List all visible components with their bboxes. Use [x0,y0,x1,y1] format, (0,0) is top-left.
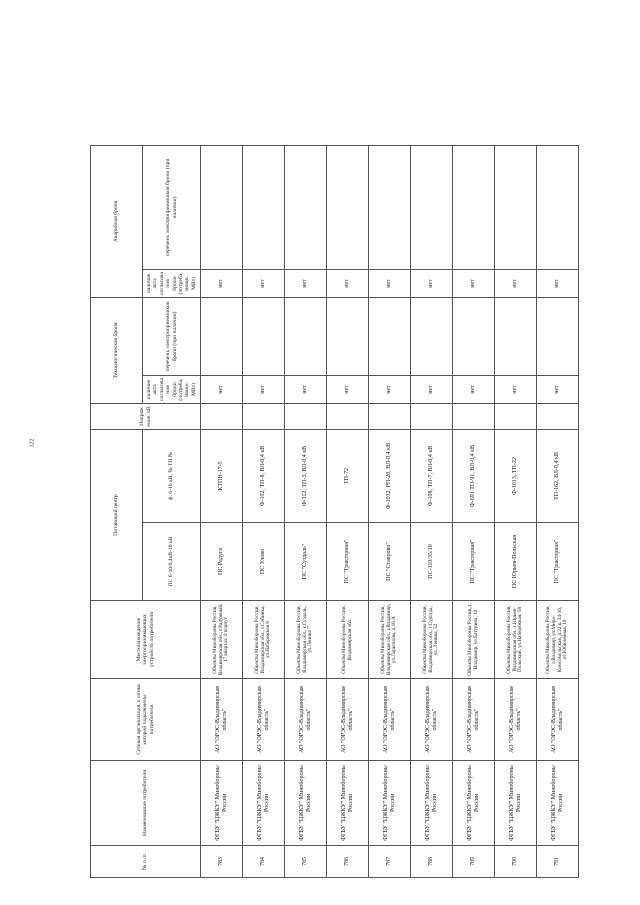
cell-num: 789 [453,846,495,878]
header-feed-line: ф. 6-10 кВ, № ТП № [143,430,201,523]
cell-num: 788 [411,846,453,878]
cell-ps: ПС Улово [243,523,285,601]
cell-tech-act: нет [537,376,579,404]
cell-voltage [411,404,453,430]
cell-tech-act: нет [243,376,285,404]
header-feed-center: Питающий центр [91,430,143,601]
cell-emerg-act: нет [201,269,243,297]
cell-tech-list [453,297,495,375]
cell-location: Объекты Минобороны России, Владимирская обл., г.Собинка, ул.Набережная 8 [243,601,285,679]
cell-consumer: ФГБУ "ЦЖКУ" Минобороны России [201,761,243,846]
header-tech-list: перечень электроприемников брони (при наличии) [143,297,201,375]
cell-consumer: ФГБУ "ЦЖКУ" Минобороны России [453,761,495,846]
cell-org: АО "ОРЭС-Владимирская область" [411,679,453,761]
cell-voltage [243,404,285,430]
cell-tech-list [495,297,537,375]
cell-emerg-list [201,145,243,269]
cell-num: 784 [243,846,285,878]
cell-tech-list [243,297,285,375]
header-tech-act: наличие акта согласования брони (потреба, мощн. МВт) [143,376,201,404]
cell-tech-act: нет [201,376,243,404]
cell-line: Ф-102, ТП-8, ВЛ-0,4 кВ [243,430,285,523]
cell-num: 785 [285,846,327,878]
cell-emerg-act: нет [537,269,579,297]
cell-emerg-list [453,145,495,269]
cell-org: АО "ОРЭС-Владимирская область" [537,679,579,761]
table-row [537,145,579,877]
table-row [411,145,453,877]
cell-consumer: ФГБУ "ЦЖКУ" Минобороны России [537,761,579,846]
cell-voltage [327,404,369,430]
cell-tech-act: нет [327,376,369,404]
cell-emerg-act: нет [495,269,537,297]
cell-emerg-act: нет [453,269,495,297]
cell-tech-list [327,297,369,375]
cell-consumer: ФГБУ "ЦЖКУ" Минобороны России [285,761,327,846]
cell-voltage [453,404,495,430]
cell-voltage [537,404,579,430]
cell-ps: ПС "Тракторная" [327,523,369,601]
cell-ps: ПС Юрьев-Польская [495,523,537,601]
cell-ps: ПС "Тракторная" [537,523,579,601]
table-row [327,145,369,877]
cell-line: Ф-108, ТП-7, ВЛ-0,4 кВ [411,430,453,523]
cell-ps: ПС-110/35/10 [411,523,453,601]
table-row [285,145,327,877]
cell-ps: ПС "Тракторная" [453,523,495,601]
table-row [201,145,243,877]
cell-consumer: ФГБУ "ЦЖКУ" Минобороны России [369,761,411,846]
header-emerg-act: наличие акта согласования брони (потреба, мощн. МВт) [143,269,201,297]
cell-num: 786 [327,846,369,878]
table-row [495,145,537,877]
page-number: 122 [29,438,36,448]
cell-tech-list [411,297,453,375]
cell-voltage [495,404,537,430]
cell-line: КТПН-17-5 [201,430,243,523]
header-feed-ps: ПС 6-10/0,4кВ-10 кВ [143,523,201,601]
header-location: Местонахождение энергопринимающих устройств потребителя [91,601,201,679]
cell-tech-act: нет [369,376,411,404]
cell-num: 791 [537,846,579,878]
cell-tech-list [537,297,579,375]
cell-voltage [369,404,411,430]
cell-ps: ПС "Суздаль" [285,523,327,601]
cell-tech-list [369,297,411,375]
rotated-table-container [90,146,572,878]
cell-ps: ПС "Ставрово" [369,523,411,601]
cell-consumer: ФГБУ "ЦЖКУ" Минобороны России [495,761,537,846]
cell-consumer: ФГБУ "ЦЖКУ" Минобороны России [411,761,453,846]
cell-num: 787 [369,846,411,878]
cell-emerg-list [327,145,369,269]
cell-tech-list [201,297,243,375]
cell-location: Объекты Минобороны России, Владимирская обл., г.Юрьев-Польский, ул.Набережная, 58 [495,601,537,679]
cell-tech-act: нет [285,376,327,404]
cell-num: 790 [495,846,537,878]
table-row [453,145,495,877]
cell-emerg-act: нет [369,269,411,297]
cell-org: АО "ОРЭС-Владимирская область" [453,679,495,761]
cell-emerg-act: нет [285,269,327,297]
cell-line: ТП-162, ВЛ-0,4 кВ [537,430,579,523]
table-row [243,145,285,877]
cell-tech-list [285,297,327,375]
cell-org: АО "ОРЭС-Владимирская область" [201,679,243,761]
cell-location: Объекты Минобороны России, Владимирская обл., г.Радужный, 17 квартал, 9 корпус [201,601,243,679]
cell-emerg-list [243,145,285,269]
table-row [369,145,411,877]
armor-table [90,145,579,878]
cell-emerg-list [411,145,453,269]
cell-emerg-act: нет [411,269,453,297]
header-emergency-armor: Аварийная броня [91,145,143,297]
cell-emerg-list [369,145,411,269]
cell-line: Ф-112, ТП-3, ВЛ-0,4 кВ [285,430,327,523]
cell-emerg-list [495,145,537,269]
header-num: № п./п. [91,846,201,878]
cell-org: АО "ОРЭС-Владимирская область" [285,679,327,761]
cell-line: Ф-1032, РП-20, ВЛ-0,4 кВ [369,430,411,523]
cell-voltage [201,404,243,430]
cell-location: Объекты Минобороны России, г. Владимир, ул.Батурина, 10 [453,601,495,679]
cell-location: Объекты Минобороны России, Владимирская обл., г.Судогда, ул. Ленина, 52 [411,601,453,679]
cell-line: Ф-1013, ТП-22 [495,430,537,523]
cell-tech-act: нет [453,376,495,404]
cell-voltage [285,404,327,430]
header-consumer: Наименование потребителя [91,761,201,846]
cell-tech-act: нет [411,376,453,404]
cell-emerg-list [537,145,579,269]
header-voltage: Напряжение, кВ [91,404,201,430]
cell-emerg-act: нет [243,269,285,297]
cell-org: АО "ОРЭС-Владимирская область" [327,679,369,761]
cell-num: 783 [201,846,243,878]
cell-location: Объекты Минобороны России, Владимирская обл., г.Владимир, ул.Ларионова, д.18 А [369,601,411,679]
cell-ps: ПС Радуга [201,523,243,601]
cell-org: АО "ОРЭС-Владимирская область" [369,679,411,761]
cell-line: Ф-691 ТП-91, ВЛ-0,4 кВ [453,430,495,523]
cell-location: Объекты Минобороны России, Владимирская обл., г.Суздаль, ул.Ленина 7 [285,601,327,679]
cell-consumer: ФГБУ "ЦЖКУ" Минобороны России [327,761,369,846]
cell-org: АО "ОРЭС-Владимирская область" [243,679,285,761]
cell-tech-act: нет [495,376,537,404]
cell-location: Объекты Минобороны России, Владимирская обл. [327,601,369,679]
cell-emerg-act: нет [327,269,369,297]
header-emerg-list: перечень электроприемников брони (при наличии) [143,145,201,269]
header-tech-armor: Технологическая броня [91,297,143,403]
header-network-org: Сетевая организация, к сетям которой подключены потребители [91,679,201,761]
cell-emerg-list [285,145,327,269]
cell-line: ТП-72 [327,430,369,523]
cell-consumer: ФГБУ "ЦЖКУ" Минобороны России [243,761,285,846]
cell-location: Объекты Минобороны России, г.Владимир, ул.Мира-Комсомольская, д.22 к. 34-36, ул.Юбилейная, 10 [537,601,579,679]
cell-org: АО "ОРЭС-Владимирская область" [495,679,537,761]
